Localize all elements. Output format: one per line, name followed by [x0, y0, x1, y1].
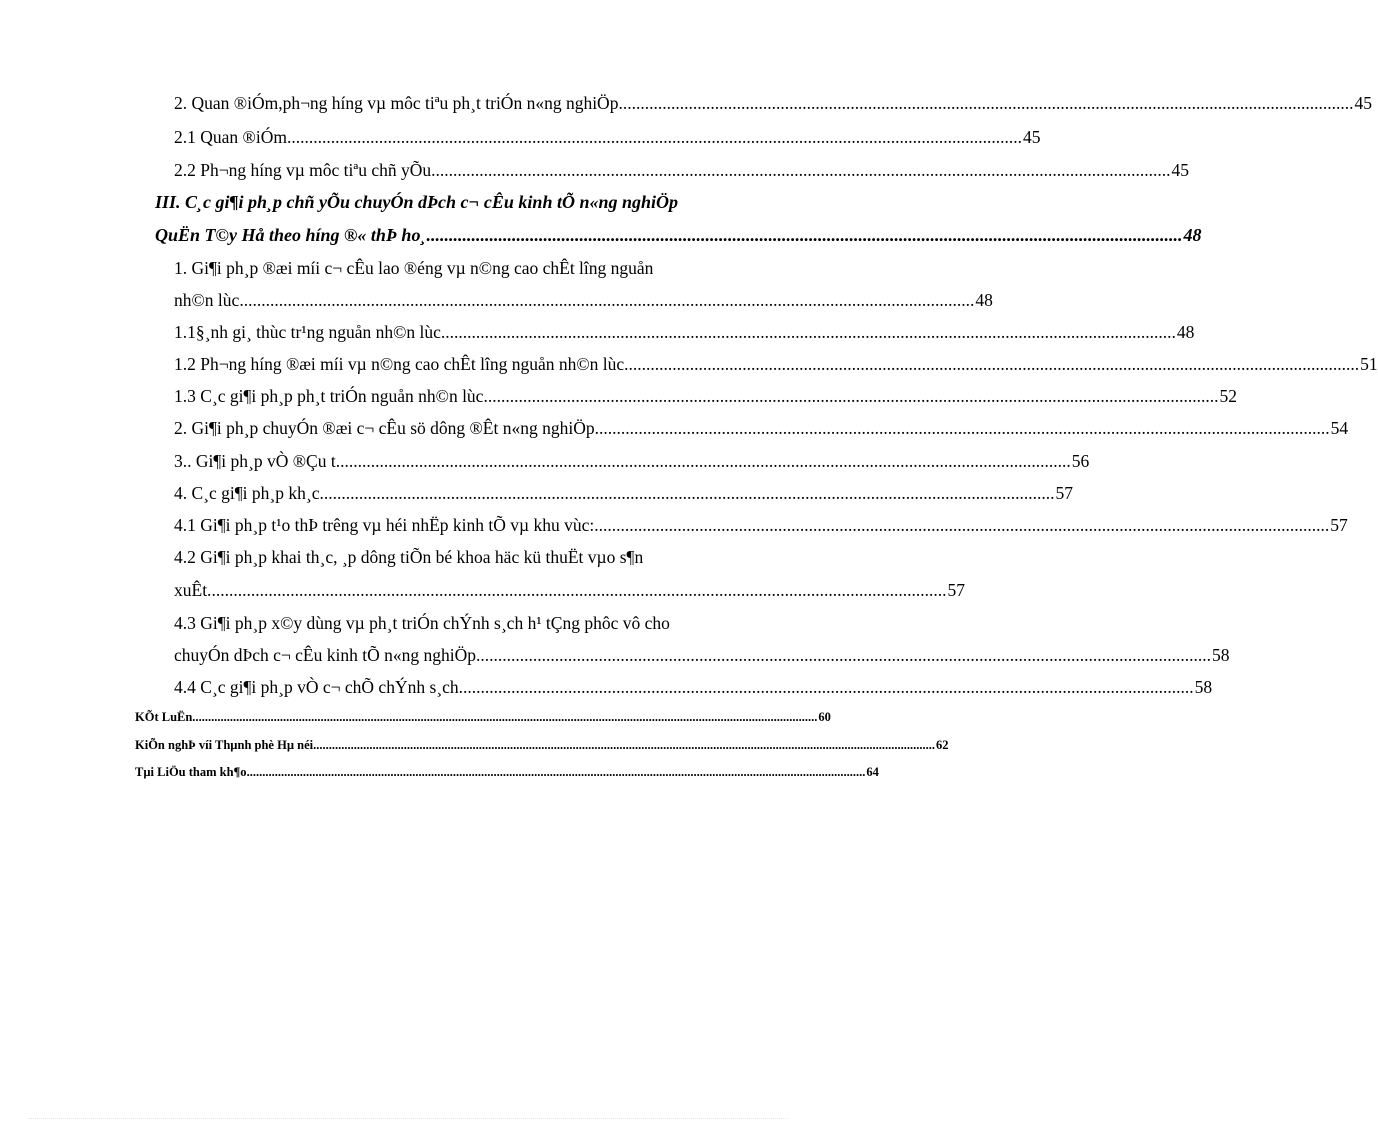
toc-page-number: 48 [1176, 322, 1195, 342]
toc-page-number: 57 [1330, 515, 1348, 535]
toc-page-number: 45 [1171, 160, 1190, 180]
toc-entry-text: 2. Quan ®iÓm,ph¬ng híng vµ môc tiªu ph¸t triÓn n«ng nghiÖp [174, 93, 619, 113]
toc-leader-dots: ........................................................................................................................................................................ [458, 677, 1194, 697]
toc-page-number: 45 [1022, 127, 1041, 147]
toc-leader-dots: ........................................................................................................................................................................ [211, 580, 947, 600]
toc-page-number: 56 [1071, 451, 1090, 471]
toc-entry [174, 322, 1195, 343]
toc-entry-text: KÕt LuËn.. [135, 710, 199, 724]
toc-page-number: 52 [1219, 386, 1237, 406]
toc-leader-dots: ...................................................................................................................................................................................................... [316, 738, 935, 752]
toc-page-number: 54 [1330, 418, 1349, 438]
toc-entry [174, 386, 1237, 407]
toc-leader-dots: ........................................................................................................................................................................ [476, 645, 1211, 665]
page-bottom-rule [28, 1118, 788, 1119]
toc-entry-text: 4.4 C¸c gi¶i ph¸p vÒ c¬ chÕ chÝnh s¸ch [174, 677, 459, 697]
toc-entry [174, 93, 1372, 114]
toc-leader-dots: ........................................................................................................................................................................ [440, 322, 1176, 342]
toc-leader-dots: ...................................................................................................................................................................................................... [246, 765, 866, 779]
toc-entry [174, 418, 1349, 439]
toc-leader-dots: ...................................................................................................................................................................................................... [198, 710, 818, 724]
toc-entry [135, 738, 949, 753]
toc-leader-dots: ........................................................................................................................................................................ [618, 93, 1354, 113]
toc-page-number: 45 [1354, 93, 1372, 113]
toc-entry-text: nh©n lùc [174, 290, 240, 310]
toc-entry-text: chuyÓn dÞch c¬ cÊu kinh tÕ n«ng nghiÖp [174, 645, 476, 665]
toc-entry [174, 354, 1378, 375]
toc-entry [174, 127, 1041, 148]
toc-entry [135, 765, 879, 780]
toc-leader-dots: ........................................................................................................................................................................ [319, 483, 1055, 503]
toc-entry-text: KiÕn nghÞ víi Thµnh phè Hµ néi. [135, 738, 317, 752]
toc-entry-text: 4.3 Gi¶i ph¸p x©y dùng vµ ph¸t triÓn chÝnh s¸ch h¹ tÇng phôc vô cho [174, 613, 670, 633]
toc-page-number: 48 [975, 290, 993, 310]
toc-leader-dots: ........................................................................................................................................................................ [335, 451, 1071, 471]
toc-leader-dots: ........................................................................................................................................................................ [483, 386, 1219, 406]
toc-entry-text: 1.1§¸nh gi¸ thùc tr¹ng nguån nh©n lùc [174, 322, 441, 342]
toc-page-number: 58 [1212, 645, 1230, 665]
toc-entry-text: 1. Gi¶i ph¸p ®æi míi c¬ cÊu lao ®éng vµ n©ng cao chÊt lîng nguån [174, 258, 654, 278]
toc-entry [174, 645, 1230, 666]
toc-entry [174, 677, 1213, 698]
toc-leader-dots: ........................................................................................................................................................................ [239, 290, 975, 310]
toc-entry-text: 4.1 Gi¶i ph¸p t¹o thÞ trêng vµ héi nhËp kinh tÕ vµ khu vùc: [174, 515, 595, 535]
toc-leader-dots: ........................................................................................................................................................................ [435, 160, 1171, 180]
toc-entry [174, 290, 993, 311]
toc-leader-dots: ........................................................................................................................................................................ [594, 418, 1330, 438]
toc-entry [135, 710, 831, 725]
toc-entry-text: 1.3 C¸c gi¶i ph¸p ph¸t triÓn nguån nh©n lùc [174, 386, 484, 406]
toc-page-number: 51 [1360, 354, 1378, 374]
toc-entry-text: 1.2 Ph¬ng híng ®æi míi vµ n©ng cao chÊt lîng nguån nh©n lùc [174, 354, 625, 374]
toc-entry-text: 2.1 Quan ®iÓm [174, 127, 287, 147]
toc-leader-dots: ........................................................................................................................................................................ [594, 515, 1330, 535]
toc-entry-text: 2.2 Ph¬ng híng vµ môc tiªu chñ yÕu. [174, 160, 436, 180]
toc-page-number: 58 [1194, 677, 1213, 697]
toc-leader-dots: ........................................................................................................................................................................ [286, 127, 1022, 147]
toc-entry [155, 225, 1202, 246]
toc-page-number: 57 [947, 580, 965, 600]
toc-entry-text: 3.. Gi¶i ph¸p vÒ ®Çu t [174, 451, 336, 471]
toc-entry-text: 4. C¸c gi¶i ph¸p kh¸c [174, 483, 320, 503]
toc-entry [174, 515, 1348, 536]
toc-entry [174, 160, 1190, 181]
toc-entry-text: xuÊt. [174, 580, 212, 600]
toc-leader-dots: ........................................................................................................................................................................ [426, 225, 1183, 245]
toc-page-number: 60 [818, 710, 831, 724]
toc-entry-text: QuËn T©y Hå theo híng ®« thÞ ho¸ [155, 225, 427, 245]
toc-page-number: 48 [1183, 225, 1202, 245]
toc-entry-text: Tµi LiÖu tham kh¶o [135, 765, 247, 779]
toc-page-number: 64 [866, 765, 879, 779]
toc-page-number: 57 [1055, 483, 1073, 503]
toc-entry-text: 2. Gi¶i ph¸p chuyÓn ®æi c¬ cÊu sö dông ®Êt n«ng nghiÖp [174, 418, 595, 438]
toc-heading-line: III. C¸c gi¶i ph¸p chñ yÕu chuyÓn dÞch c¬ cÊu kinh tÕ n«ng nghiÖp [155, 192, 678, 212]
toc-entry [174, 483, 1073, 504]
toc-page-number: 62 [936, 738, 949, 752]
toc-entry-text: 4.2 Gi¶i ph¸p khai th¸c, ¸p dông tiÕn bé khoa häc kü thuËt vµo s¶n [174, 547, 644, 567]
toc-leader-dots: ........................................................................................................................................................................ [624, 354, 1360, 374]
toc-entry [174, 451, 1090, 472]
toc-entry [174, 580, 965, 601]
